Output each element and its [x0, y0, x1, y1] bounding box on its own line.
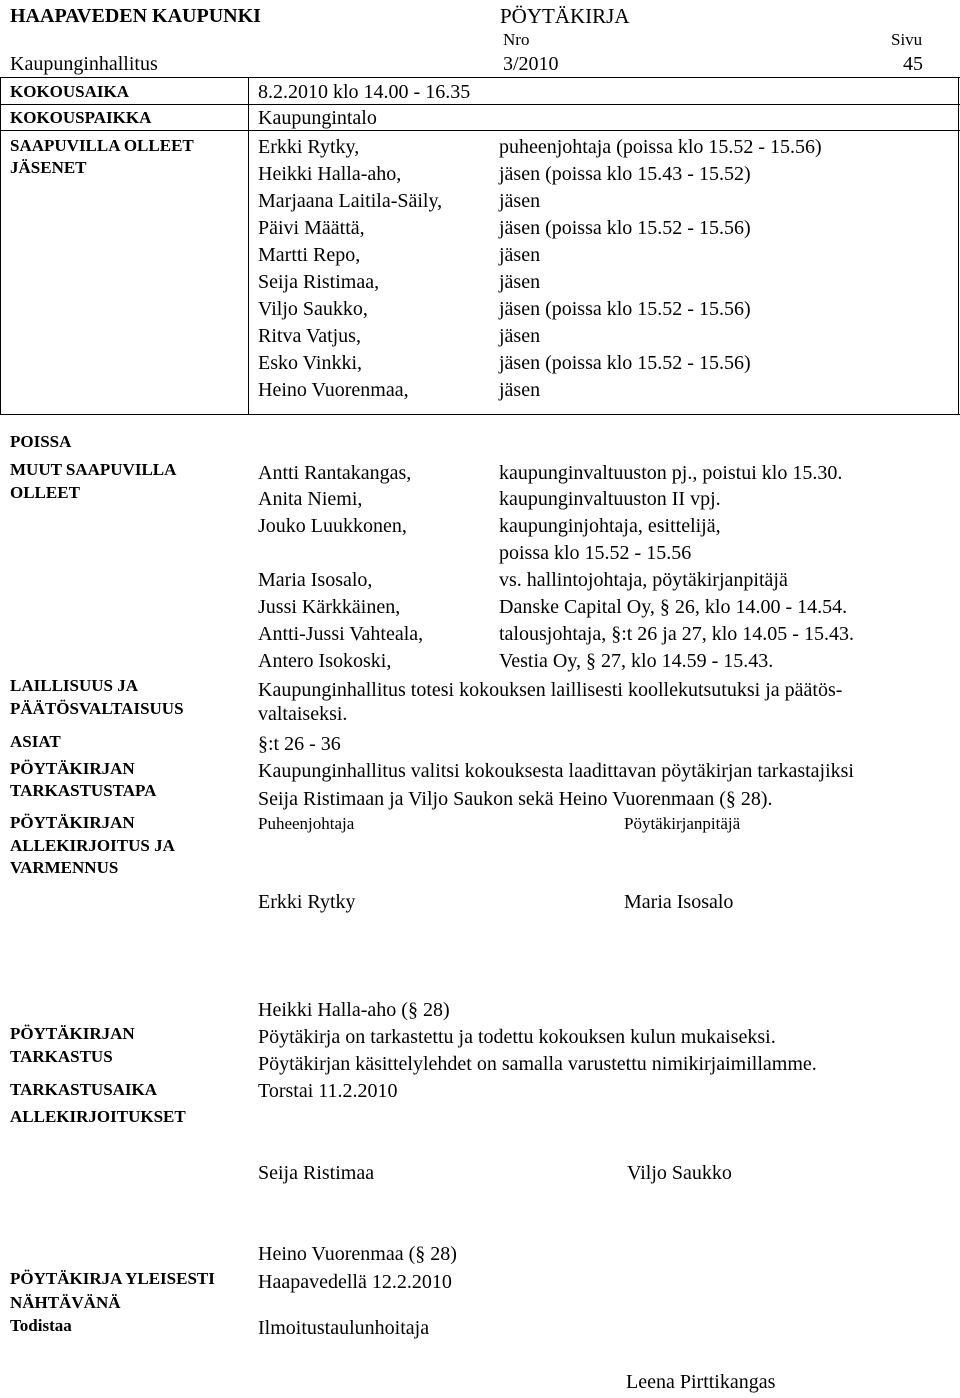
public-label: PÖYTÄKIRJA YLEISESTI	[10, 1269, 215, 1288]
legality-label: LAILLISUUS JA	[10, 676, 139, 695]
member-role: puheenjohtaja (poissa klo 15.52 - 15.56)	[499, 136, 822, 158]
others-label: MUUT SAAPUVILLA	[10, 460, 177, 479]
meeting-time: 8.2.2010 klo 14.00 - 16.35	[258, 81, 471, 103]
member-role: jäsen	[499, 271, 541, 293]
attendee-role: poissa klo 15.52 - 15.56	[499, 542, 692, 564]
meeting-place: Kaupungintalo	[258, 107, 377, 129]
certifies-label: Todistaa	[10, 1316, 72, 1335]
member-name: Erkki Rytky,	[258, 136, 360, 158]
member-name: Seija Ristimaa,	[258, 271, 380, 293]
attendee-role: kaupunginvaltuuston pj., poistui klo 15.30.	[499, 462, 843, 484]
org-name: HAAPAVEDEN KAUPUNKI	[10, 5, 261, 27]
member-role: jäsen (poissa klo 15.52 - 15.56)	[499, 217, 751, 239]
chair-name: Erkki Rytky	[258, 891, 356, 913]
review-method-text-2: Seija Ristimaan ja Viljo Saukon sekä Heino Vuorenmaan (§ 28).	[258, 788, 773, 810]
legality-label-2: PÄÄTÖSVALTAISUUS	[10, 699, 184, 718]
review-signer-1: Seija Ristimaa	[258, 1162, 375, 1184]
attendee-name: Jussi Kärkkäinen,	[258, 596, 401, 618]
attendee-name: Jouko Luukkonen,	[258, 515, 407, 537]
document-type: PÖYTÄKIRJA	[500, 4, 630, 28]
chair-title: Puheenjohtaja	[258, 814, 355, 833]
member-name: Ritva Vatjus,	[258, 325, 361, 347]
member-name: Marjaana Laitila-Säily,	[258, 190, 443, 212]
matters-label: ASIAT	[10, 732, 61, 751]
member-role: jäsen (poissa klo 15.52 - 15.56)	[499, 298, 751, 320]
matters-text: §:t 26 - 36	[258, 733, 341, 755]
review-time: Torstai 11.2.2010	[258, 1080, 398, 1102]
meeting-place-label: KOKOUSPAIKKA	[10, 108, 152, 127]
members-label: SAAPUVILLA OLLEET	[10, 136, 194, 155]
public-pre-text: Heino Vuorenmaa (§ 28)	[258, 1243, 457, 1265]
member-role: jäsen	[499, 244, 541, 266]
member-role: jäsen (poissa klo 15.52 - 15.56)	[499, 352, 751, 374]
attendee-name: Anita Niemi,	[258, 488, 363, 510]
others-label-2: OLLEET	[10, 483, 80, 502]
review-pre-text: Heikki Halla-aho (§ 28)	[258, 999, 450, 1021]
signing-label-2: ALLEKIRJOITUS JA	[10, 836, 175, 855]
member-role: jäsen (poissa klo 15.43 - 15.52)	[499, 163, 751, 185]
review-label: PÖYTÄKIRJAN	[10, 1024, 135, 1043]
review-signer-2: Viljo Saukko	[627, 1162, 732, 1184]
member-name: Heikki Halla-aho,	[258, 163, 402, 185]
public-label-2: NÄHTÄVÄNÄ	[10, 1293, 121, 1312]
attendee-name: Antti-Jussi Vahteala,	[258, 623, 424, 645]
attendee-role: vs. hallintojohtaja, pöytäkirjanpitäjä	[499, 569, 788, 591]
board-name: Kaupunginhallitus	[10, 53, 158, 75]
member-role: jäsen	[499, 190, 541, 212]
document-number: 3/2010	[503, 53, 559, 75]
secretary-title: Pöytäkirjanpitäjä	[624, 814, 741, 833]
signing-label: PÖYTÄKIRJAN	[10, 813, 135, 832]
absent-label: POISSA	[10, 432, 72, 451]
signing-label-3: VARMENNUS	[10, 858, 119, 877]
attendee-role: kaupunginjohtaja, esittelijä,	[499, 515, 721, 537]
attendee-role: talousjohtaja, §:t 26 ja 27, klo 14.05 - 15.43.	[499, 623, 854, 645]
member-name: Viljo Saukko,	[258, 298, 368, 320]
attendee-name: Antti Rantakangas,	[258, 462, 412, 484]
page-label: Sivu	[891, 30, 923, 49]
legality-text-2: valtaiseksi.	[258, 703, 348, 725]
members-label-2: JÄSENET	[10, 158, 87, 177]
member-role: jäsen	[499, 379, 541, 401]
review-text: Pöytäkirja on tarkastettu ja todettu kokouksen kulun mukaiseksi.	[258, 1026, 776, 1048]
review-time-label: TARKASTUSAIKA	[10, 1080, 158, 1099]
review-method-text: Kaupunginhallitus valitsi kokouksesta laadittavan pöytäkirjan tarkastajiksi	[258, 760, 854, 782]
attendee-role: Vestia Oy, § 27, klo 14.59 - 15.43.	[499, 650, 774, 672]
meeting-time-label: KOKOUSAIKA	[10, 82, 130, 101]
attendee-role: Danske Capital Oy, § 26, klo 14.00 - 14.54.	[499, 596, 848, 618]
attendee-role: kaupunginvaltuuston II vpj.	[499, 488, 721, 510]
member-role: jäsen	[499, 325, 541, 347]
secretary-name: Maria Isosalo	[624, 891, 734, 913]
attendee-name: Antero Isokoski,	[258, 650, 392, 672]
review-text-2: Pöytäkirjan käsittelylehdet on samalla varustettu nimikirjaimillamme.	[258, 1053, 817, 1075]
member-name: Esko Vinkki,	[258, 352, 362, 374]
official-name: Leena Pirttikangas	[626, 1371, 776, 1393]
legality-text: Kaupunginhallitus totesi kokouksen laillisesti koollekutsutuksi ja päätös-	[258, 679, 843, 701]
signatures-label: ALLEKIRJOITUKSET	[10, 1107, 186, 1126]
review-label-2: TARKASTUS	[10, 1047, 113, 1066]
review-method-label-2: TARKASTUSTAPA	[10, 781, 157, 800]
review-method-label: PÖYTÄKIRJAN	[10, 759, 135, 778]
attendee-name: Maria Isosalo,	[258, 569, 373, 591]
member-name: Heino Vuorenmaa,	[258, 379, 409, 401]
notice-board-official: Ilmoitustaulunhoitaja	[258, 1317, 430, 1339]
public-place-date: Haapavedellä 12.2.2010	[258, 1271, 452, 1293]
member-name: Martti Repo,	[258, 244, 361, 266]
number-label: Nro	[503, 30, 530, 49]
member-name: Päivi Määttä,	[258, 217, 365, 239]
page-number: 45	[903, 53, 923, 75]
